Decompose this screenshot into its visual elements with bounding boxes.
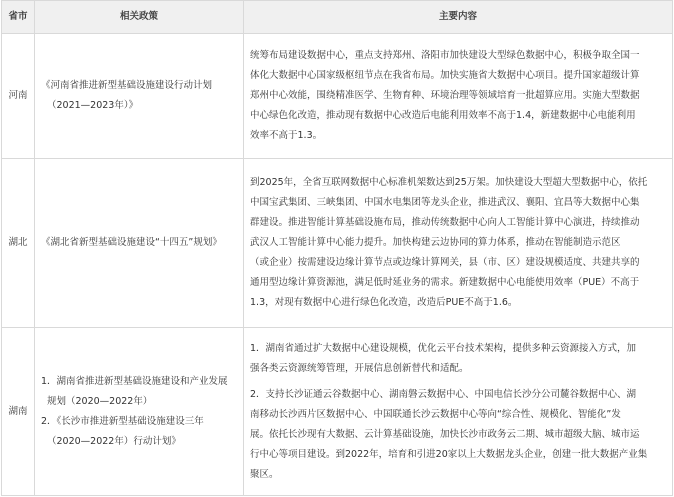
content-line: 南移动长沙西片区数据中心、中国联通长沙云数据中心等向“综合性、规模化、智能化”发 <box>250 408 621 420</box>
policy-table <box>1 0 673 496</box>
content-line: 行中心等项目建设。到2022年，培育和引进20家以上大数据龙头企业，创建一批大数据产业集 <box>250 448 648 460</box>
table-header-row <box>2 1 673 34</box>
policy-line: 《湖北省新型基础设施建设“十四五”规划》 <box>41 237 222 248</box>
content-line: 统筹布局建设数据中心，重点支持郑州、洛阳市加快建设大型绿色数据中心，积极争取全国一 <box>250 50 640 61</box>
table-row <box>2 34 673 159</box>
content-line: 1．湖南省通过扩大数据中心建设规模，优化云平台技术架构，提供多种云资源接入方式，加 <box>250 342 637 354</box>
content-line: 强各类云资源统筹管理，开展信息创新替代和适配。 <box>250 362 469 374</box>
content-line: 群建设。推进智能计算基础设施布局，推动传统数据中心向人工智能计算中心演进，持续推动 <box>250 217 640 228</box>
header-content: 主要内容 <box>244 1 673 34</box>
province-cell: 湖北 <box>2 159 35 328</box>
content-line: 效率不高于1.3。 <box>250 130 323 141</box>
content-line: 通用型边缘计算资源池，满足低时延业务的需求。新建数据中心电能使用效率（PUE）不高于 <box>250 277 640 288</box>
policy-cell <box>35 159 244 328</box>
policy-cell <box>35 328 244 496</box>
policy-line: （2020—2022年）行动计划》 <box>47 435 181 447</box>
content-line: 中国宝武集团、三峡集团、中国水电集团等龙头企业，推进武汉、襄阳、宜昌等大数据中心集 <box>250 197 640 208</box>
content-line: 体化大数据中心国家级枢纽节点在我省布局。加快实施省大数据中心项目。提升国家超级计算 <box>250 70 640 81</box>
content-line: 郑州中心效能，围绕精准医学、生物育种、环境治理等领域培育一批超算应用。实施大型数据 <box>250 90 640 101</box>
content-line: 1.3，对现有数据中心进行绿色化改造，改造后PUE不高于1.6。 <box>250 297 518 308</box>
content-cell <box>244 34 673 159</box>
header-policy: 相关政策 <box>35 1 244 34</box>
policy-cell <box>35 34 244 159</box>
content-line: 聚区。 <box>250 468 279 480</box>
content-line: 展。依托长沙现有大数据、云计算基础设施，加快长沙市政务云二期、城市超级大脑、城市运 <box>250 428 640 440</box>
content-line: （或企业）按需建设边缘计算节点或边缘计算网关，县（市、区）建设规模适度、共建共享的 <box>250 257 640 268</box>
content-line: 中心绿色化改造，推动现有数据中心改造后电能利用效率不高于1.4，新建数据中心电能利用 <box>250 110 636 121</box>
policy-line: 1．湖南省推进新型基础设施建设和产业发展 <box>41 375 228 387</box>
province-cell: 河南 <box>2 34 35 159</box>
content-cell <box>244 159 673 328</box>
table-row <box>2 328 673 496</box>
policy-line: 规划（2020—2022年） <box>47 395 153 407</box>
content-cell <box>244 328 673 496</box>
policy-line: 《河南省推进新型基础设施建设行动计划 <box>41 80 213 91</box>
province-cell: 湖南 <box>2 328 35 496</box>
content-line: 武汉人工智能计算中心能力提升。加快构建云边协同的算力体系，推动在智能制造示范区 <box>250 237 621 248</box>
header-province: 省市 <box>2 1 35 34</box>
content-line: 2．支持长沙证通云谷数据中心、湖南磐云数据中心、中国电信长沙分公司麓谷数据中心、湖 <box>250 388 637 400</box>
policy-line: （2021—2023年）》 <box>47 100 139 111</box>
content-line: 到2025年，全省互联网数据中心标准机架数达到25万架。加快建设大型超大型数据中心，依托 <box>250 177 648 188</box>
table-row <box>2 159 673 328</box>
policy-line: 2．《长沙市推进新型基础设施建设三年 <box>41 415 204 427</box>
